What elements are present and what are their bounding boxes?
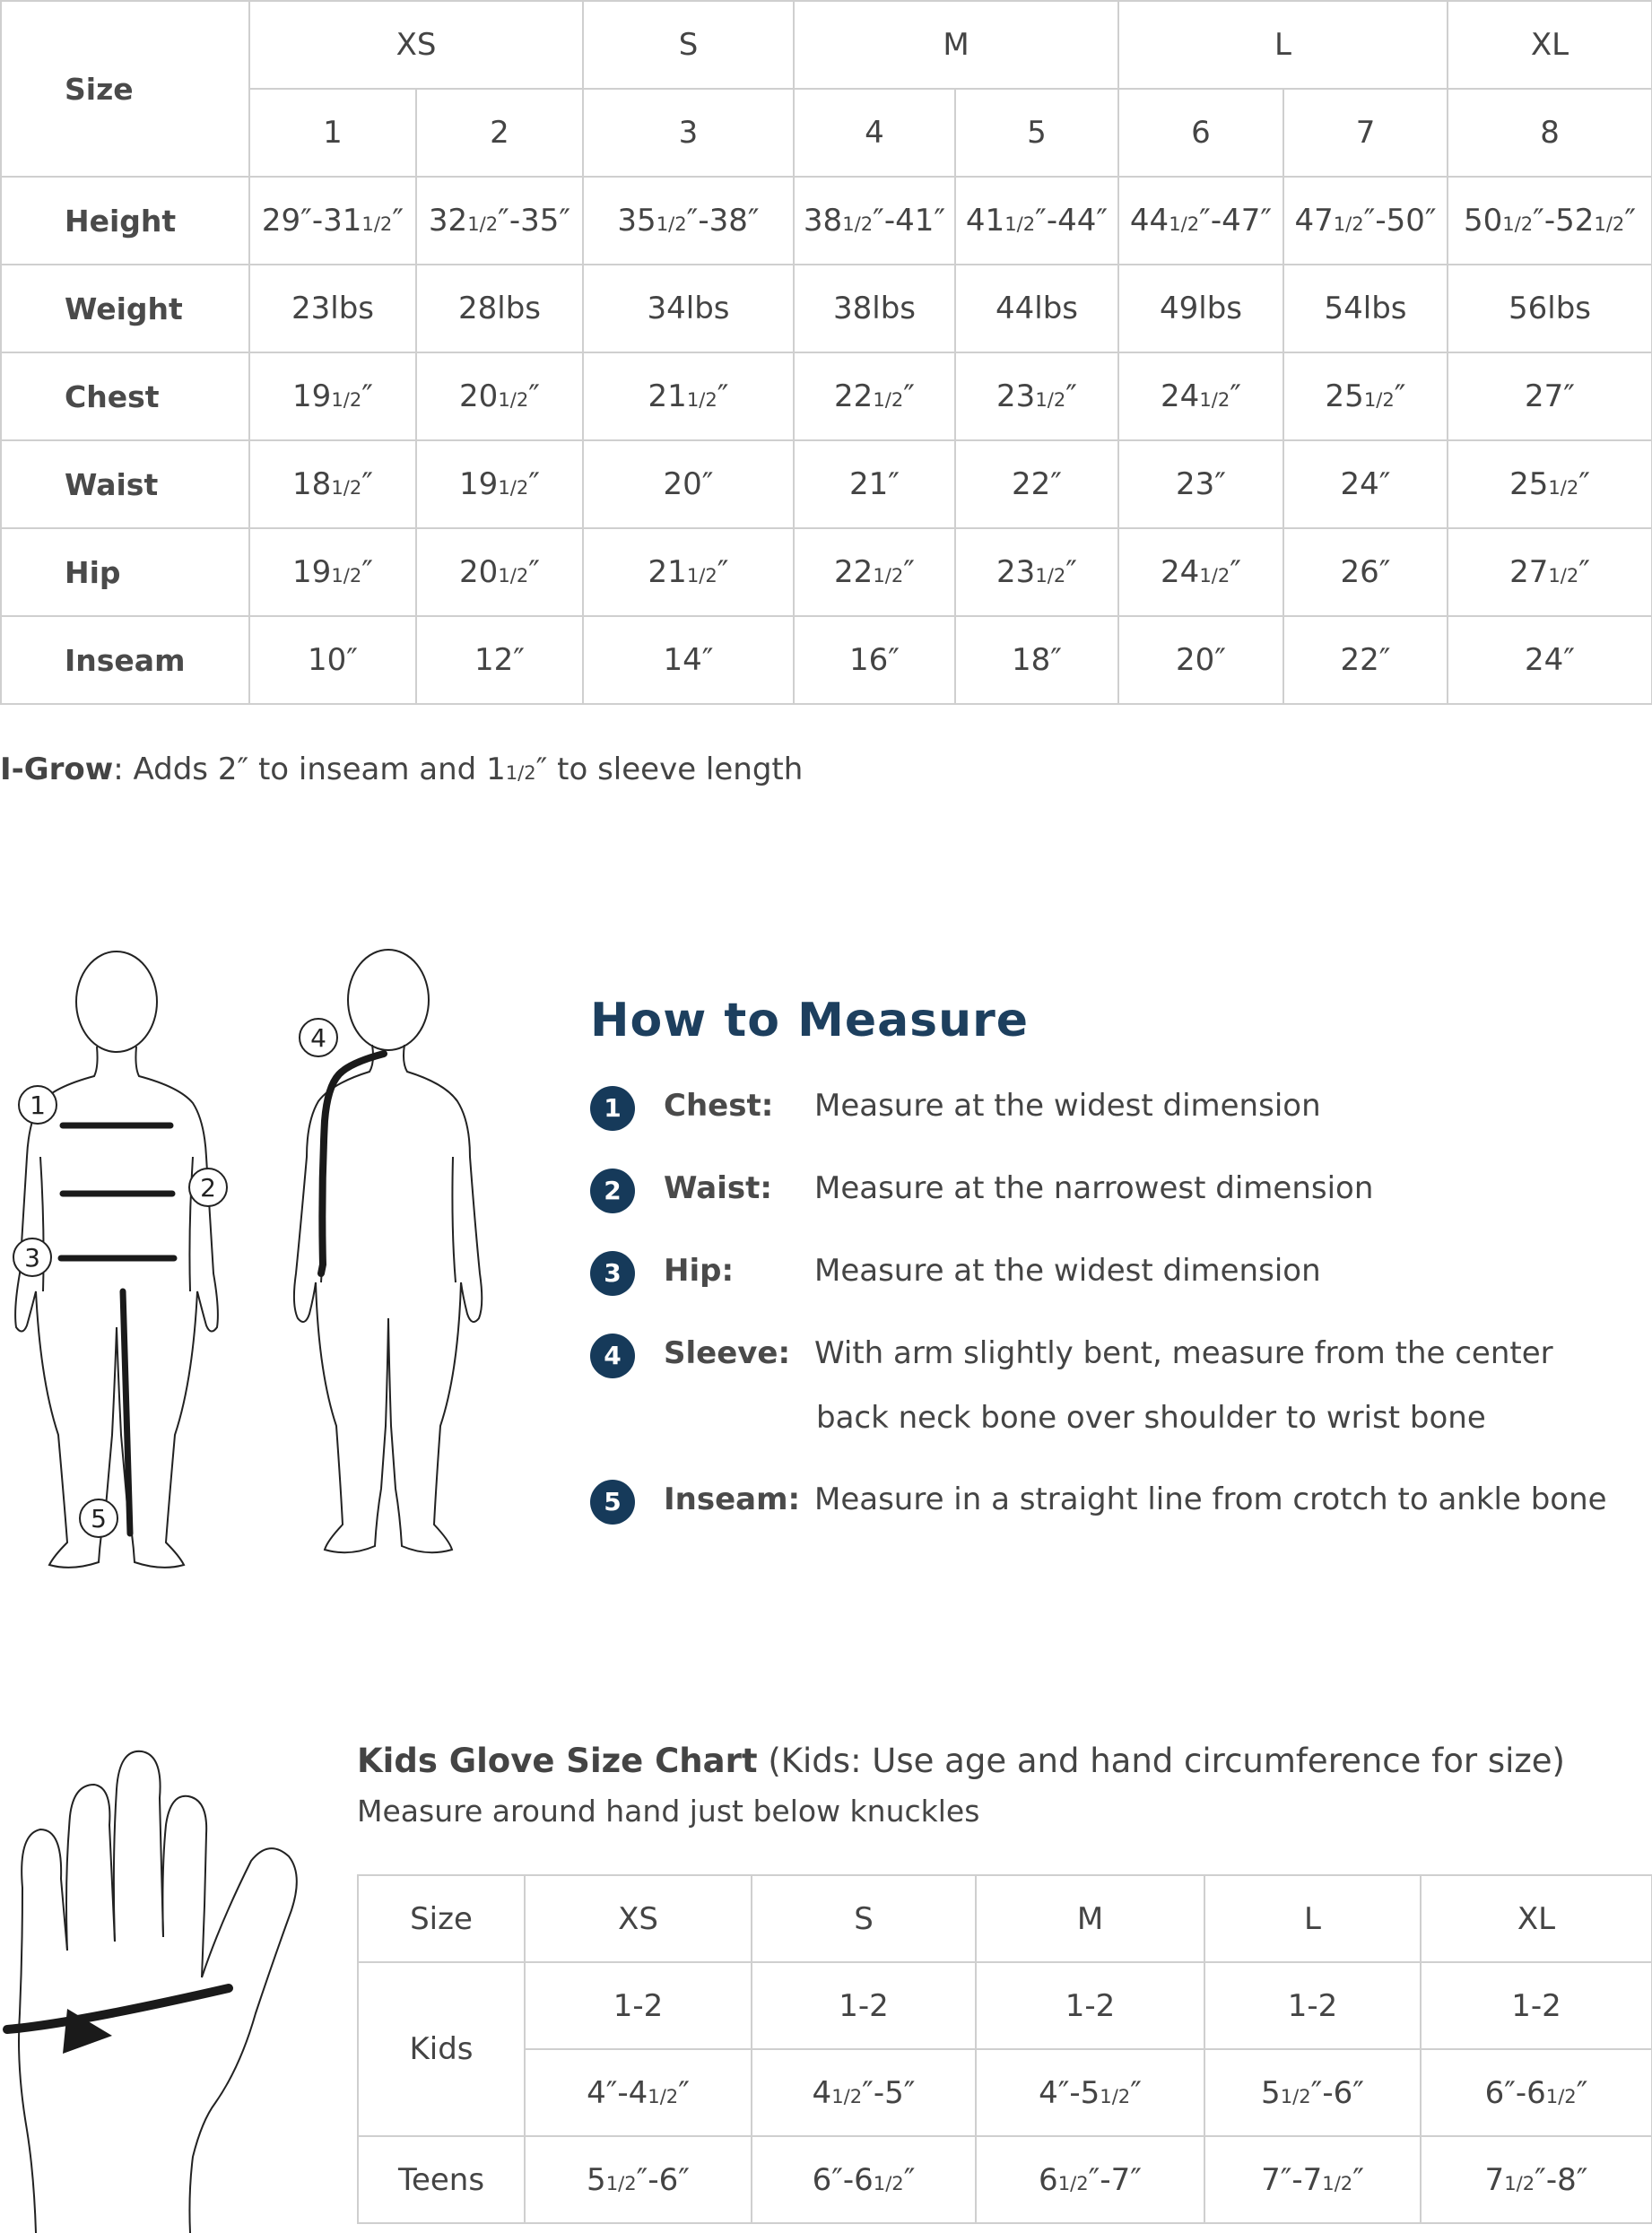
size-cell: 23″ [1118, 440, 1283, 528]
glove-kids-size: 4″-41/2″ [525, 2049, 752, 2136]
glove-title-bold: Kids Glove Size Chart [357, 1742, 758, 1780]
glove-kids-size: 4″-51/2″ [976, 2049, 1204, 2136]
size-number: 6 [1118, 89, 1283, 177]
glove-header-row [358, 1875, 1652, 1962]
size-cell: 18″ [955, 616, 1118, 704]
size-number: 3 [583, 89, 794, 177]
size-number: 4 [794, 89, 955, 177]
size-row-weight [1, 265, 1652, 352]
size-group-m: M [794, 1, 1118, 89]
size-chart-table [0, 0, 1652, 705]
size-cell: 20″ [583, 440, 794, 528]
glove-kids-age-row [358, 1962, 1652, 2049]
front-body-figure [0, 933, 260, 1587]
size-cell: 22″ [955, 440, 1118, 528]
size-cell: 54lbs [1283, 265, 1448, 352]
size-cell: 14″ [583, 616, 794, 704]
measure-number-badge: 5 [590, 1480, 635, 1525]
size-cell: 191/2″ [249, 528, 416, 616]
igrow-text: : Adds 2″ to inseam and 11/2″ to sleeve length [113, 752, 804, 787]
glove-kids-age: 1-2 [1204, 1962, 1421, 2049]
glove-subtitle: Measure around hand just below knuckles [357, 1794, 980, 1829]
size-cell: 211/2″ [583, 528, 794, 616]
row-label: Waist [1, 440, 249, 528]
measure-label: Inseam: [664, 1481, 801, 1517]
glove-teens-label: Teens [358, 2136, 525, 2223]
size-group-xl: XL [1448, 1, 1652, 89]
size-cell: 411/2″-44″ [955, 177, 1118, 265]
marker-4: 4 [310, 1023, 326, 1053]
size-cell: 38lbs [794, 265, 955, 352]
size-cell: 251/2″ [1283, 352, 1448, 440]
size-cell: 471/2″-50″ [1283, 177, 1448, 265]
size-row-waist [1, 440, 1652, 528]
size-cell: 351/2″-38″ [583, 177, 794, 265]
glove-kids-size: 6″-61/2″ [1421, 2049, 1652, 2136]
size-cell: 241/2″ [1118, 528, 1283, 616]
size-cell: 241/2″ [1118, 352, 1283, 440]
size-group-s: S [583, 1, 794, 89]
row-label: Chest [1, 352, 249, 440]
size-cell: 24″ [1448, 616, 1652, 704]
size-cell: 251/2″ [1448, 440, 1652, 528]
measure-number-badge: 2 [590, 1169, 635, 1213]
glove-title-rest: (Kids: Use age and hand circumference for size) [757, 1742, 1565, 1780]
size-cell: 441/2″-47″ [1118, 177, 1283, 265]
igrow-label: I-Grow [0, 752, 114, 787]
glove-header-cell: M [976, 1875, 1204, 1962]
measure-description: With arm slightly bent, measure from the center [814, 1335, 1553, 1371]
measure-label: Sleeve: [664, 1335, 791, 1371]
size-cell: 56lbs [1448, 265, 1652, 352]
size-cell: 211/2″ [583, 352, 794, 440]
glove-header-cell: S [752, 1875, 976, 1962]
size-group-xs: XS [249, 1, 583, 89]
glove-teens-size: 61/2″-7″ [976, 2136, 1204, 2223]
how-to-measure-title: How to Measure [590, 994, 1030, 1047]
size-group-l: L [1118, 1, 1448, 89]
size-cell: 29″-311/2″ [249, 177, 416, 265]
size-cell: 21″ [794, 440, 955, 528]
glove-teens-size: 71/2″-8″ [1421, 2136, 1652, 2223]
glove-kids-label: Kids [358, 1962, 525, 2136]
glove-kids-size-row [358, 2049, 1652, 2136]
size-number: 7 [1283, 89, 1448, 177]
size-row-inseam [1, 616, 1652, 704]
row-label: Height [1, 177, 249, 265]
size-cell: 231/2″ [955, 528, 1118, 616]
size-cell: 27″ [1448, 352, 1652, 440]
size-cell: 271/2″ [1448, 528, 1652, 616]
row-label: Hip [1, 528, 249, 616]
glove-teens-size: 51/2″-6″ [525, 2136, 752, 2223]
size-cell: 321/2″-35″ [416, 177, 583, 265]
glove-teens-size: 6″-61/2″ [752, 2136, 976, 2223]
size-cell: 231/2″ [955, 352, 1118, 440]
measure-description: Measure in a straight line from crotch to ankle bone [814, 1481, 1607, 1517]
measure-description: Measure at the widest dimension [814, 1253, 1321, 1289]
size-cell: 20″ [1118, 616, 1283, 704]
glove-kids-age: 1-2 [752, 1962, 976, 2049]
glove-header-cell: L [1204, 1875, 1421, 1962]
size-row-height [1, 177, 1652, 265]
size-number: 2 [416, 89, 583, 177]
size-group-row [1, 1, 1652, 89]
size-cell: 34lbs [583, 265, 794, 352]
size-cell: 22″ [1283, 616, 1448, 704]
glove-header-cell: XS [525, 1875, 752, 1962]
glove-teens-size: 7″-71/2″ [1204, 2136, 1421, 2223]
measure-label: Chest: [664, 1088, 774, 1124]
back-body-figure [287, 942, 502, 1569]
hand-figure [0, 1744, 314, 2233]
size-cell: 381/2″-41″ [794, 177, 955, 265]
size-cell: 24″ [1283, 440, 1448, 528]
size-cell: 221/2″ [794, 528, 955, 616]
size-cell: 201/2″ [416, 352, 583, 440]
size-cell: 221/2″ [794, 352, 955, 440]
glove-teens-row [358, 2136, 1652, 2223]
glove-kids-size: 51/2″-6″ [1204, 2049, 1421, 2136]
size-label: Size [1, 1, 249, 177]
size-row-hip [1, 528, 1652, 616]
glove-kids-age: 1-2 [1421, 1962, 1652, 2049]
measure-description-cont: back neck bone over shoulder to wrist bone [816, 1400, 1486, 1436]
size-number-row [1, 89, 1652, 177]
size-cell: 28lbs [416, 265, 583, 352]
glove-header-cell: XL [1421, 1875, 1652, 1962]
size-cell: 191/2″ [249, 352, 416, 440]
size-cell: 181/2″ [249, 440, 416, 528]
glove-kids-size: 41/2″-5″ [752, 2049, 976, 2136]
measure-description: Measure at the widest dimension [814, 1088, 1321, 1124]
size-number: 8 [1448, 89, 1652, 177]
size-cell: 44lbs [955, 265, 1118, 352]
igrow-note [0, 752, 803, 787]
measure-number-badge: 3 [590, 1251, 635, 1296]
row-label: Inseam [1, 616, 249, 704]
glove-kids-age: 1-2 [976, 1962, 1204, 2049]
size-cell: 23lbs [249, 265, 416, 352]
size-table-body [1, 177, 1652, 704]
measure-description: Measure at the narrowest dimension [814, 1170, 1374, 1206]
size-cell: 10″ [249, 616, 416, 704]
size-cell: 191/2″ [416, 440, 583, 528]
size-cell: 16″ [794, 616, 955, 704]
marker-1: 1 [30, 1090, 46, 1120]
size-cell: 26″ [1283, 528, 1448, 616]
row-label: Weight [1, 265, 249, 352]
marker-2: 2 [200, 1173, 216, 1203]
marker-5: 5 [91, 1504, 107, 1534]
size-number: 5 [955, 89, 1118, 177]
glove-kids-age: 1-2 [525, 1962, 752, 2049]
size-cell: 12″ [416, 616, 583, 704]
measure-label: Waist: [664, 1170, 772, 1206]
size-cell: 201/2″ [416, 528, 583, 616]
size-number: 1 [249, 89, 416, 177]
glove-chart-title [357, 1742, 1565, 1780]
glove-size-table [357, 1874, 1652, 2224]
size-cell: 49lbs [1118, 265, 1283, 352]
measure-number-badge: 4 [590, 1334, 635, 1378]
measure-label: Hip: [664, 1253, 735, 1289]
size-row-chest [1, 352, 1652, 440]
glove-header-cell: Size [358, 1875, 525, 1962]
measure-number-badge: 1 [590, 1086, 635, 1131]
size-cell: 501/2″-521/2″ [1448, 177, 1652, 265]
marker-3: 3 [24, 1243, 40, 1273]
